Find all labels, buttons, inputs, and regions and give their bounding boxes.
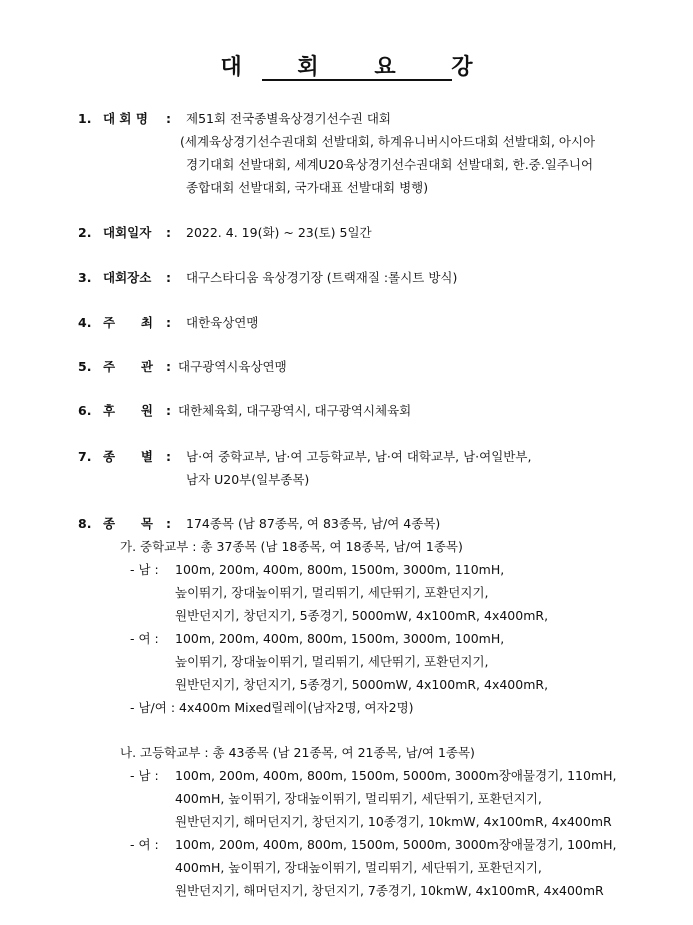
section-number: 4.: [78, 315, 92, 330]
colon: :: [166, 516, 171, 531]
section-number: 5.: [78, 359, 92, 374]
section-label: 종 별: [103, 449, 153, 464]
section-label: 대 회 명: [103, 111, 148, 126]
section-value: 경기대회 선발대회, 세계U20육상경기선수권대회 선발대회, 한.중.일주니어: [186, 157, 594, 172]
section-number: 3.: [78, 270, 92, 285]
colon: :: [166, 403, 171, 418]
section-value: 대구광역시육상연맹: [178, 359, 287, 374]
subsection-heading: 나. 고등학교부 : 총 43종목 (남 21종목, 여 21종목, 남/여 1종목): [120, 745, 475, 760]
event-list-line: 높이뛰기, 장대높이뛰기, 멀리뛰기, 세단뛰기, 포환던지기,: [175, 585, 489, 600]
section-number: 1.: [78, 111, 92, 126]
colon: :: [166, 359, 171, 374]
section-value: 대한체육회, 대구광역시, 대구광역시체육회: [178, 403, 412, 418]
men-prefix: - 남 :: [130, 768, 159, 783]
section-value: 남·여 중학교부, 남·여 고등학교부, 남·여 대학교부, 남·여일반부,: [186, 449, 532, 464]
section-value: 종합대회 선발대회, 국가대표 선발대회 병행): [186, 180, 429, 195]
event-list-line: 100m, 200m, 400m, 800m, 1500m, 3000m, 100mH,: [175, 631, 505, 646]
colon: :: [166, 270, 171, 285]
section-value: 남자 U20부(일부종목): [186, 472, 310, 487]
event-list-line: 100m, 200m, 400m, 800m, 1500m, 3000m, 110mH,: [175, 562, 505, 577]
section-number: 7.: [78, 449, 92, 464]
event-list-line: 높이뛰기, 장대높이뛰기, 멀리뛰기, 세단뛰기, 포환던지기,: [175, 654, 489, 669]
section-number: 8.: [78, 516, 92, 531]
event-list-line: 원반던지기, 창던지기, 5종경기, 5000mW, 4x100mR, 4x400mR,: [175, 608, 549, 623]
section-number: 2.: [78, 225, 92, 240]
colon: :: [166, 315, 171, 330]
women-prefix: - 여 :: [130, 631, 159, 646]
event-list-line: 400mH, 높이뛰기, 장대높이뛰기, 멀리뛰기, 세단뛰기, 포환던지기,: [175, 791, 542, 806]
section-label: 종 목: [103, 516, 153, 531]
section-value: (세계육상경기선수권대회 선발대회, 하계유니버시아드대회 선발대회, 아시아: [180, 134, 596, 149]
event-list-line: 100m, 200m, 400m, 800m, 1500m, 5000m, 3000m장애물경기, 100mH,: [175, 837, 617, 852]
colon: :: [166, 111, 171, 126]
event-list-line: 원반던지기, 해머던지기, 창던지기, 7종경기, 10kmW, 4x100mR, 4x400mR: [175, 883, 604, 898]
section-value: 대한육상연맹: [186, 315, 259, 330]
document-title: 대 회 요 강: [220, 55, 497, 80]
women-prefix: - 여 :: [130, 837, 159, 852]
men-prefix: - 남 :: [130, 562, 159, 577]
colon: :: [166, 449, 171, 464]
event-list-line: 100m, 200m, 400m, 800m, 1500m, 5000m, 3000m장애물경기, 110mH,: [175, 768, 617, 783]
subsection-heading: 가. 중학교부 : 총 37종목 (남 18종목, 여 18종목, 남/여 1종목): [120, 539, 463, 554]
section-label: 주 최: [103, 315, 153, 330]
event-list-line: 원반던지기, 창던지기, 5종경기, 5000mW, 4x100mR, 4x400mR,: [175, 677, 549, 692]
event-list-line: 원반던지기, 해머던지기, 창던지기, 10종경기, 10kmW, 4x100mR, 4x400mR: [175, 814, 612, 829]
section-label: 주 관: [103, 359, 153, 374]
section-value: 제51회 전국종별육상경기선수권 대회: [186, 111, 391, 126]
section-value: 대구스타디움 육상경기장 (트랙재질 :롤시트 방식): [186, 270, 458, 285]
section-number: 6.: [78, 403, 92, 418]
mixed-event-line: - 남/여 : 4x400m Mixed릴레이(남자2명, 여자2명): [130, 700, 414, 715]
section-label: 후 원: [103, 403, 153, 418]
section-label: 대회장소: [103, 270, 152, 285]
title-underline: [262, 79, 452, 81]
section-value: 2022. 4. 19(화) ~ 23(토) 5일간: [186, 225, 372, 240]
event-list-line: 400mH, 높이뛰기, 장대높이뛰기, 멀리뛰기, 세단뛰기, 포환던지기,: [175, 860, 542, 875]
colon: :: [166, 225, 171, 240]
section-label: 대회일자: [103, 225, 152, 240]
section-value: 174종목 (남 87종목, 여 83종목, 남/여 4종목): [186, 516, 441, 531]
